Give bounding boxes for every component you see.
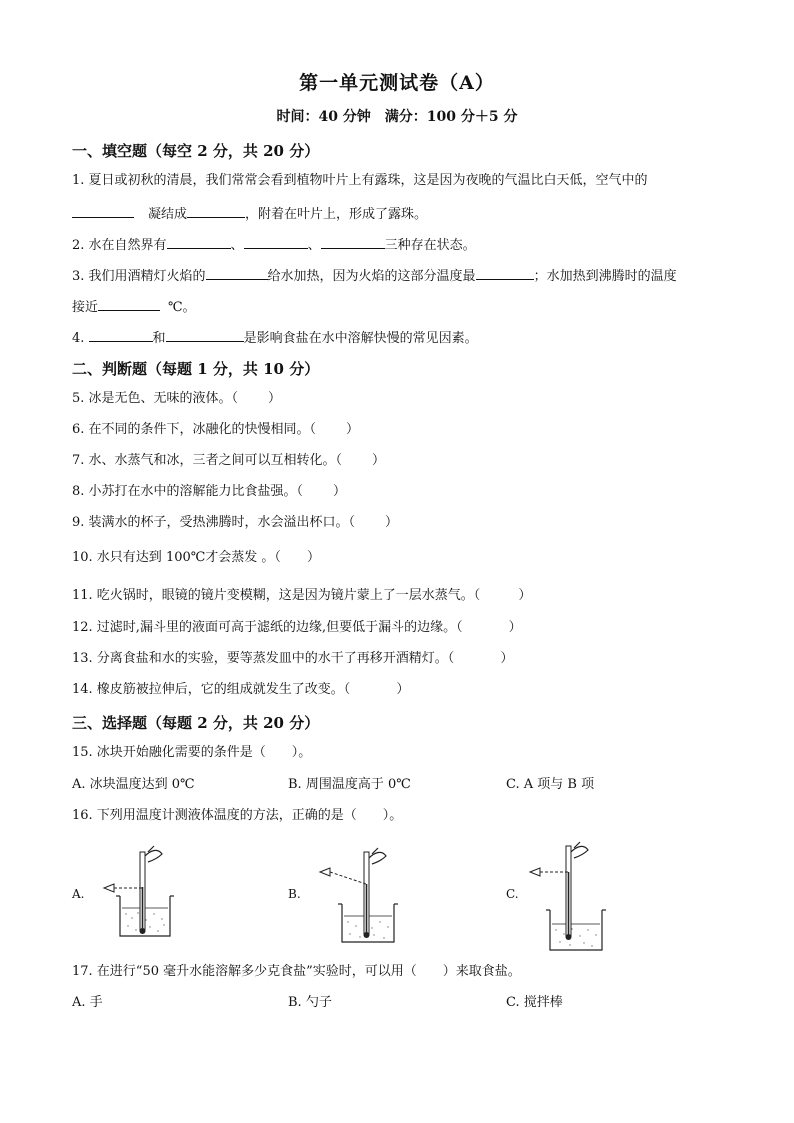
answer-blank[interactable] [187, 204, 245, 218]
question-3-line-2: 接近 ℃。 [72, 297, 196, 317]
answer-blank[interactable] [476, 266, 534, 280]
option-c-label[interactable]: C. [506, 887, 519, 901]
question-1-line-1: 1. 夏日或初秋的清晨，我们常常会看到植物叶片上有露珠，这是因为夜晚的气温比白天低，空气中的 [72, 173, 648, 188]
exam-info: 时间：40 分钟 满分：100 分＋5 分 [276, 109, 518, 125]
section-fill-heading: 一、填空题（每空 2 分，共 20 分） [72, 142, 320, 160]
thermometer-figure-b[interactable] [312, 844, 408, 944]
question-1-line-2: 凝结成 ，附着在叶片上，形成了露珠。 [72, 204, 427, 224]
judge-question: 7. 水、水蒸气和冰，三者之间可以互相转化。（ ） [72, 453, 386, 468]
thermometer-figure-c[interactable] [526, 838, 622, 956]
option-b[interactable]: B. 勺子 [288, 995, 332, 1010]
judge-question: 12. 过滤时,漏斗里的液面可高于滤纸的边缘,但要低于漏斗的边缘。（ ） [72, 620, 522, 635]
thermometer-figure-a[interactable] [96, 842, 192, 942]
eye-icon [104, 884, 114, 892]
option-b[interactable]: B. 周围温度高于 0℃ [288, 777, 411, 792]
answer-blank[interactable] [166, 328, 244, 342]
judge-question: 13. 分离食盐和水的实验，要等蒸发皿中的水干了再移开酒精灯。（ ） [72, 651, 514, 666]
judge-question: 6. 在不同的条件下，冰融化的快慢相同。（ ） [72, 422, 360, 437]
option-c[interactable]: C. 搅拌棒 [506, 995, 563, 1010]
answer-blank[interactable] [206, 266, 268, 280]
judge-question: 14. 橡皮筋被拉伸后，它的组成就发生了改变。（ ） [72, 682, 410, 697]
judge-question: 10. 水只有达到 100℃才会蒸发 。（ ） [72, 550, 320, 565]
judge-question: 11. 吃火锅时，眼镜的镜片变模糊，这是因为镜片蒙上了一层水蒸气。（ ） [72, 588, 532, 603]
option-a[interactable]: A. 冰块温度达到 0℃ [72, 777, 195, 792]
section-choice-heading: 三、选择题（每题 2 分，共 20 分） [72, 714, 320, 732]
answer-blank[interactable] [89, 328, 153, 342]
option-b-label[interactable]: B. [288, 887, 301, 901]
option-c[interactable]: C. A 项与 B 项 [506, 777, 595, 792]
question-16: 16. 下列用温度计测液体温度的方法，正确的是（ ）。 [72, 808, 403, 823]
question-4: 4. 和 是影响食盐在水中溶解快慢的常见因素。 [72, 328, 478, 348]
question-2: 2. 水在自然界有 、 、 三种存在状态。 [72, 235, 476, 255]
answer-blank[interactable] [244, 235, 308, 249]
answer-blank[interactable] [321, 235, 385, 249]
judge-question: 9. 装满水的杯子，受热沸腾时，水会溢出杯口。（ ） [72, 515, 399, 530]
judge-question: 5. 冰是无色、无味的液体。（ ） [72, 391, 282, 406]
answer-blank[interactable] [98, 297, 160, 311]
section-judge-heading: 二、判断题（每题 1 分，共 10 分） [72, 360, 320, 378]
hand-icon [145, 850, 162, 862]
judge-question: 8. 小苏打在水中的溶解能力比食盐强。（ ） [72, 484, 347, 499]
answer-blank[interactable] [167, 235, 231, 249]
question-3-line-1: 3. 我们用酒精灯火焰的 给水加热，因为火焰的这部分温度最 ；水加热到沸腾时的温度 [72, 266, 677, 286]
answer-blank[interactable] [72, 204, 134, 218]
question-17: 17. 在进行“50 毫升水能溶解多少克食盐”实验时，可以用（ ）来取食盐。 [72, 964, 521, 979]
page-title: 第一单元测试卷（A） [299, 72, 495, 94]
question-15: 15. 冰块开始融化需要的条件是（ ）。 [72, 745, 312, 760]
option-a[interactable]: A. 手 [72, 995, 103, 1010]
option-a-label[interactable]: A. [72, 887, 85, 901]
